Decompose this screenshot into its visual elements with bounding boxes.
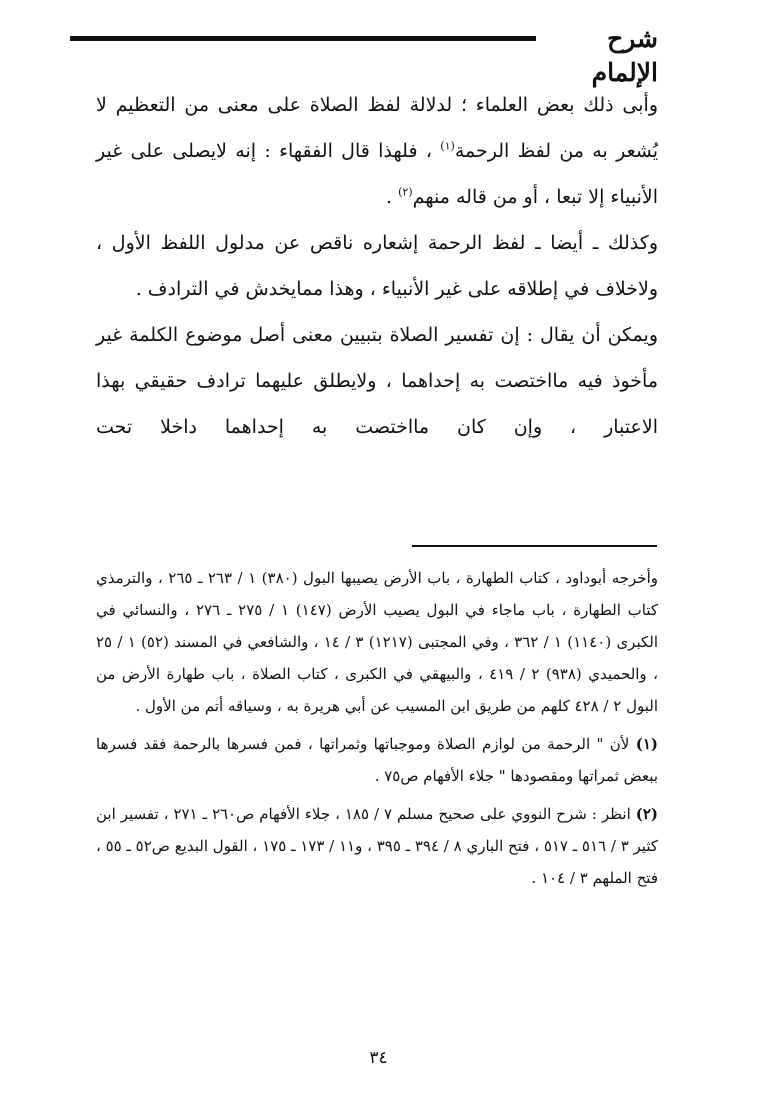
running-header <box>70 22 658 87</box>
footnote <box>96 798 658 894</box>
footnote-number: (٢) <box>635 805 658 823</box>
footnote-text: انظر : شرح النووي على صحيح مسلم ٧ / ١٨٥ ، جلاء الأفهام ص٢٦٠ ـ ٢٧١ ، تفسير ابن كثير ٣ / ٥١٦ ـ ٥١٧ ، فتح الباري ٨ / ٣٩٤ ـ ٣٩٥ ، و١١ / ١٧٣ ـ ١٧٥ ، القول البديع ص٥٢ ـ ٥٥ ، فتح الملهم ٣ / ١٠٤ . <box>96 805 658 887</box>
footnote-number: (١) <box>635 735 658 753</box>
footnote-continuation: وأخرجه أبوداود ، كتاب الطهارة ، باب الأرض يصيبها البول (٣٨٠) ١ / ٢٦٣ ـ ٢٦٥ ، والترمذي كتاب الطهارة ، باب ماجاء في البول يصيب الأرض (١٤٧) ١ / ٢٧٥ ـ ٢٧٦ ، والنسائي في الكبرى (١١٤٠) ١ / ٣٦٢ ، وفي المجتبى (١٢١٧) ٣ / ١٤ ، والشافعي في المسند (٥٢) ١ / ٢٥ ، والحميدي (٩٣٨) ٢ / ٤١٩ ، والبيهقي في الكبرى ، كتاب الصلاة ، باب طهارة الأرض من البول ٢ / ٤٢٨ كلهم من طريق ابن المسيب عن أبي هريرة به ، وسياقه أتم من الأول . <box>96 569 659 715</box>
footnote-text: لأن " الرحمة من لوازم الصلاة وموجباتها وثمراتها ، فمن فسرها بالرحمة فقد فسرها ببعض ثمراتها ومقصودها " جلاء الأفهام ص٧٥ . <box>96 735 658 785</box>
main-text <box>96 82 658 450</box>
paragraph: وكذلك ـ أيضا ـ لفظ الرحمة إشعاره ناقص عن مدلول اللفظ الأول ، ولاخلاف في إطلاقه على غير الأنبياء ، وهذا ممايخدش في الترادف . <box>96 232 658 300</box>
paragraph-text: وأبى ذلك بعض العلماء ؛ لدلالة لفظ الصلاة على معنى من التعظيم لا يُشعر به من لفظ الرحمة <box>96 94 658 162</box>
footnote-ref: (١) <box>440 139 455 153</box>
footnote <box>96 728 658 792</box>
header-title: شرح الإلمام <box>591 24 658 87</box>
page-number: ٣٤ <box>369 1048 388 1068</box>
footnotes <box>96 562 658 900</box>
paragraph: ويمكن أن يقال : إن تفسير الصلاة بتبيين معنى أصل موضوع الكلمة غير مأخوذ فيه مااختصت به إحداهما ، ولايطلق عليهما ترادف حقيقي بهذا الاعتبار ، وإن كان مااختصت به إحداهما داخلا تحت <box>96 324 658 438</box>
header-rule <box>70 36 536 41</box>
paragraph-text: ، فلهذا قال الفقهاء : إنه لايصلى على غير الأنبياء إلا تبعا ، أو من قاله منهم <box>96 140 658 208</box>
footnote-separator <box>412 545 657 547</box>
paragraph <box>96 82 658 220</box>
footnote-ref: (٢) <box>398 185 413 199</box>
paragraph-text: . <box>386 186 399 208</box>
